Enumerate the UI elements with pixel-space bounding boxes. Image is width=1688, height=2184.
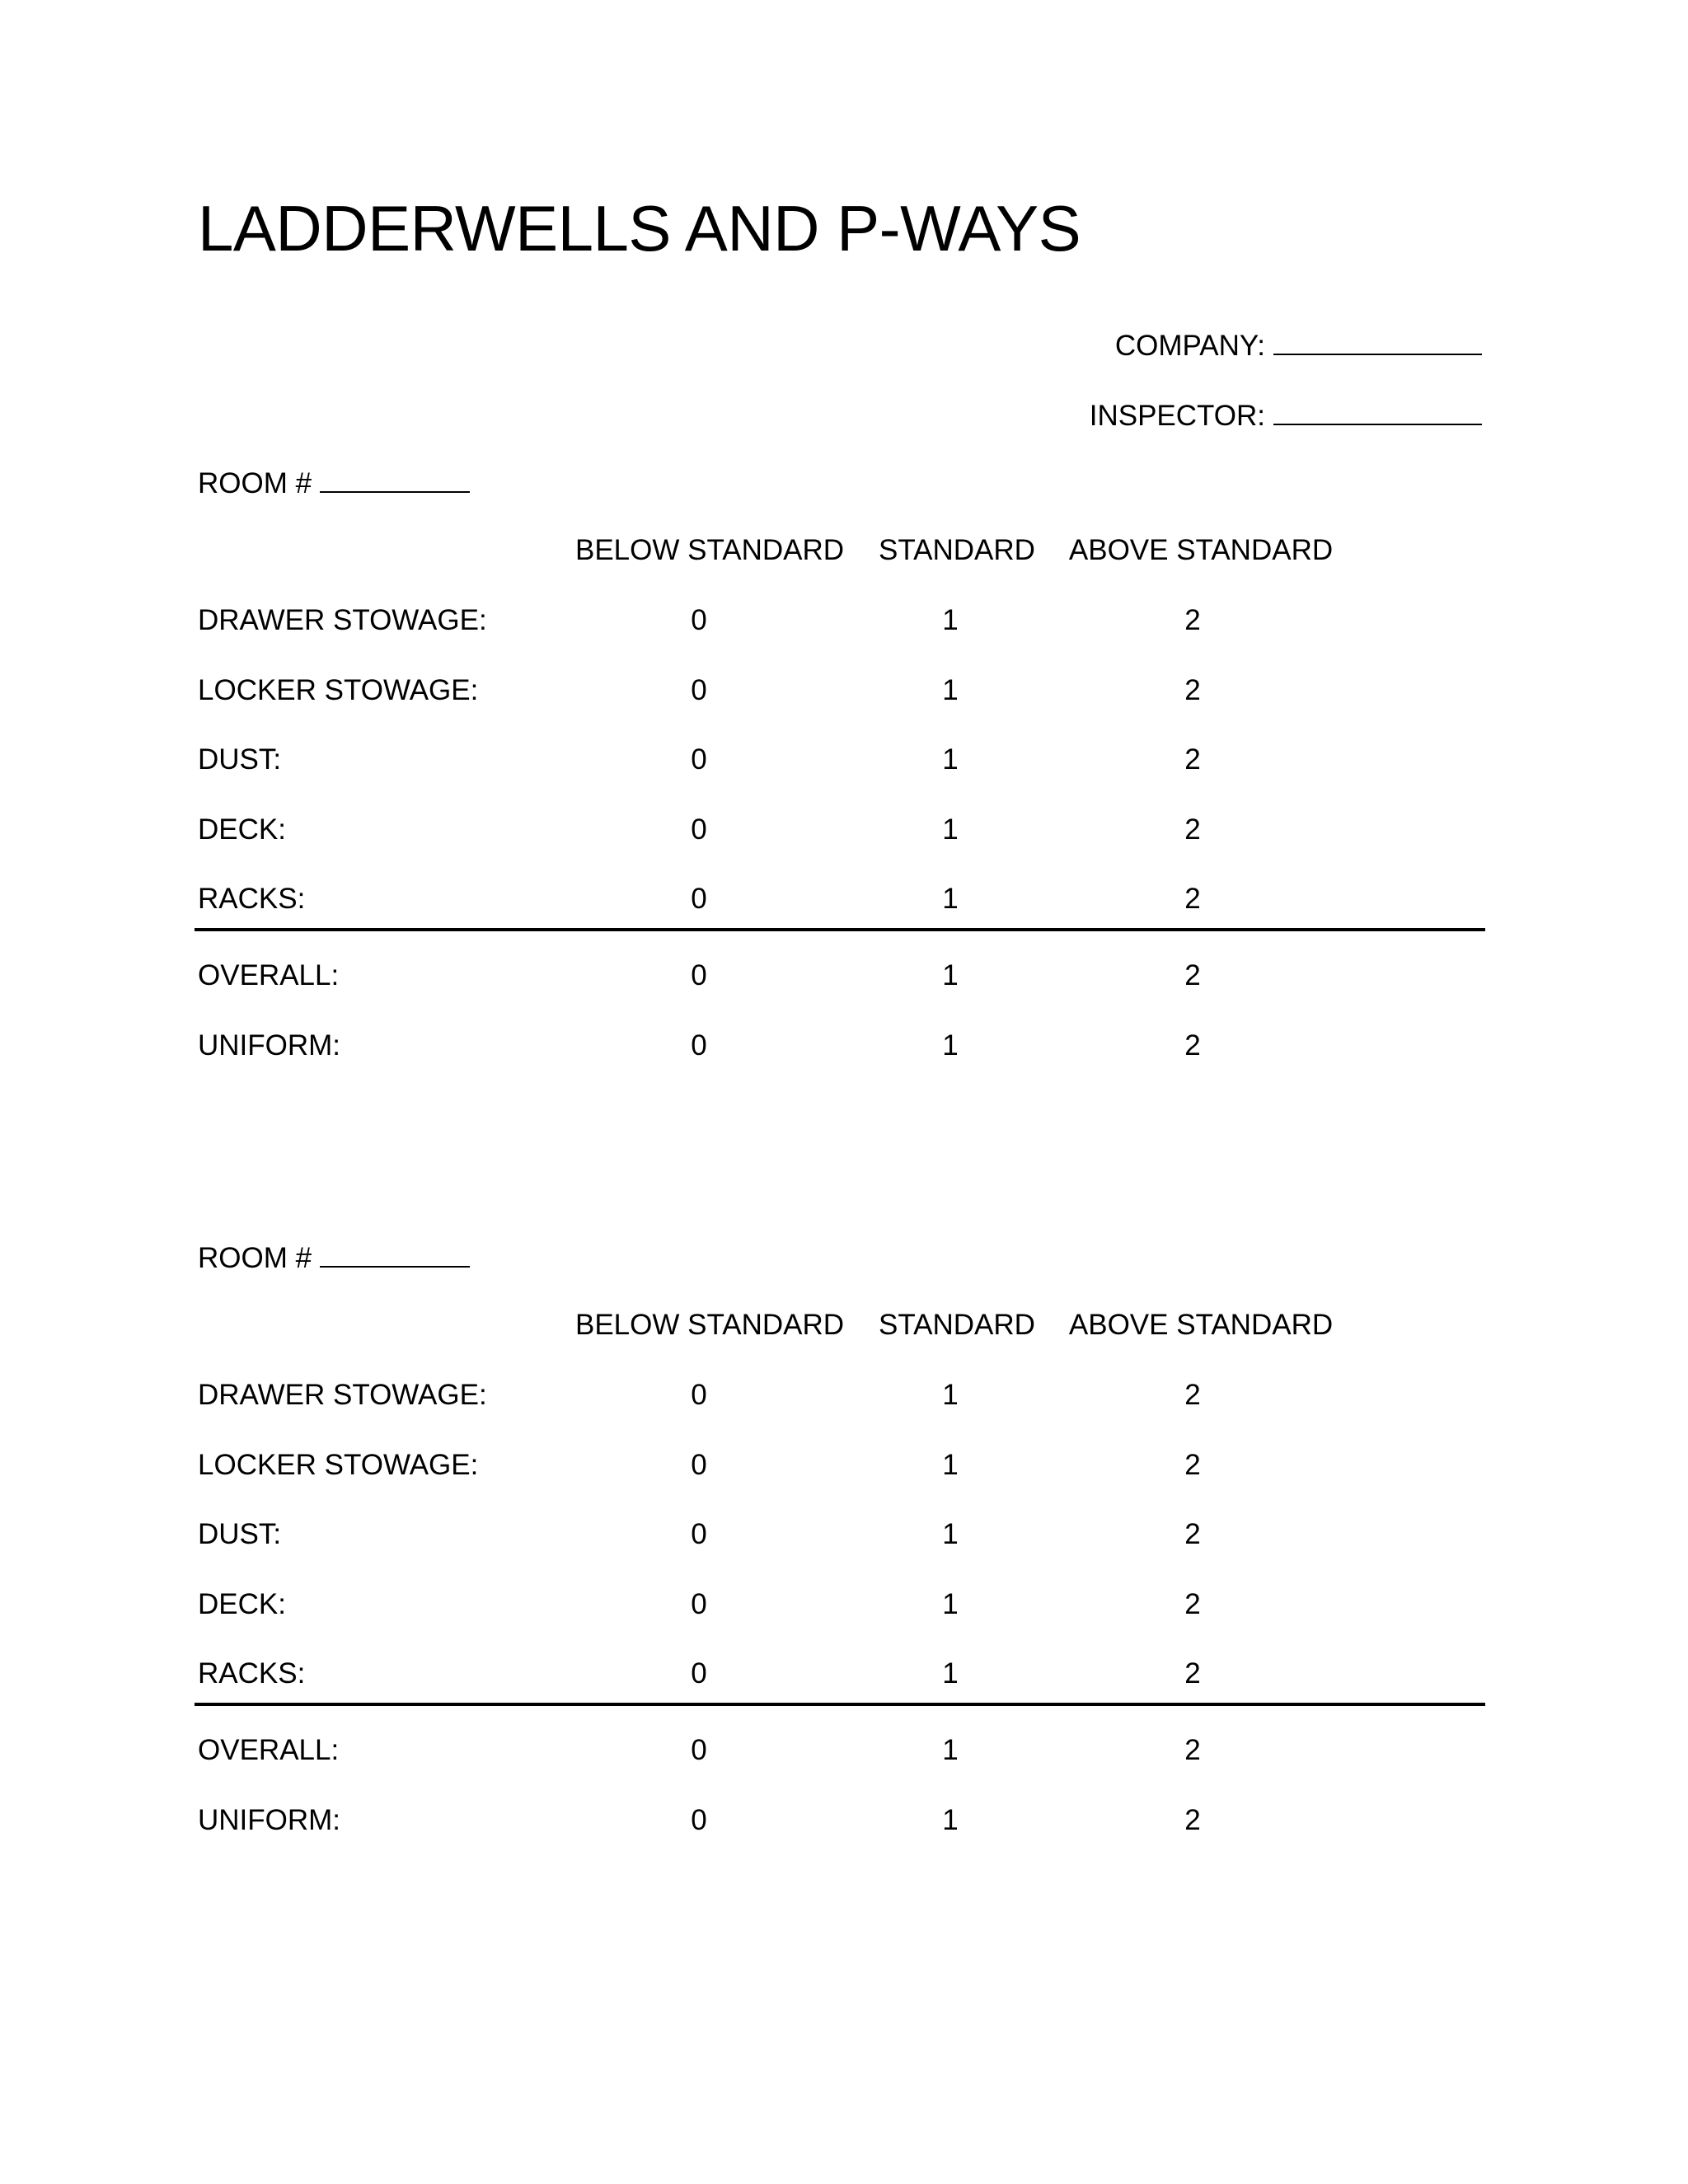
room-number-blank-line[interactable] <box>320 466 470 493</box>
column-header-above-standard: ABOVE STANDARD <box>1068 534 1334 566</box>
row-label: DRAWER STOWAGE: <box>198 604 487 636</box>
score-option[interactable]: 2 <box>1184 1518 1201 1550</box>
score-option[interactable]: 2 <box>1184 1029 1201 1062</box>
score-option[interactable]: 1 <box>942 1657 959 1690</box>
row-label: DECK: <box>198 813 286 846</box>
page-title: LADDERWELLS AND P-WAYS <box>198 192 1081 265</box>
score-option[interactable]: 0 <box>691 1449 707 1481</box>
rating-row <box>0 1520 1688 1553</box>
score-option[interactable]: 0 <box>691 959 707 991</box>
row-label: UNIFORM: <box>198 1029 341 1062</box>
score-option[interactable]: 2 <box>1184 959 1201 991</box>
row-label: UNIFORM: <box>198 1804 341 1836</box>
section-divider <box>195 1703 1485 1706</box>
row-label: DUST: <box>198 743 282 776</box>
score-option[interactable]: 0 <box>691 1734 707 1766</box>
score-option[interactable]: 2 <box>1184 604 1201 636</box>
score-option[interactable]: 1 <box>942 1588 959 1620</box>
rating-row <box>0 745 1688 778</box>
score-option[interactable]: 0 <box>691 1518 707 1550</box>
score-option[interactable]: 2 <box>1184 1804 1201 1836</box>
score-option[interactable]: 0 <box>691 1657 707 1690</box>
row-label: DUST: <box>198 1518 282 1550</box>
score-option[interactable]: 1 <box>942 1734 959 1766</box>
score-option[interactable]: 1 <box>942 1449 959 1481</box>
score-option[interactable]: 0 <box>691 604 707 636</box>
rating-row <box>0 961 1688 994</box>
room-number-label: ROOM # <box>198 467 312 499</box>
rating-row <box>0 1806 1688 1839</box>
row-label: OVERALL: <box>198 959 340 991</box>
score-option[interactable]: 2 <box>1184 1449 1201 1481</box>
score-option[interactable]: 2 <box>1184 813 1201 846</box>
score-option[interactable]: 1 <box>942 604 959 636</box>
score-option[interactable]: 0 <box>691 674 707 706</box>
score-option[interactable]: 1 <box>942 1804 959 1836</box>
score-option[interactable]: 1 <box>942 1029 959 1062</box>
company-field <box>1115 329 1482 360</box>
room-number-blank-line[interactable] <box>320 1241 470 1268</box>
rating-row <box>0 1380 1688 1413</box>
score-option[interactable]: 0 <box>691 743 707 776</box>
row-label: RACKS: <box>198 1657 306 1690</box>
score-option[interactable]: 0 <box>691 1029 707 1062</box>
rating-row <box>0 676 1688 709</box>
score-option[interactable]: 2 <box>1184 1588 1201 1620</box>
score-option[interactable]: 0 <box>691 1804 707 1836</box>
score-option[interactable]: 2 <box>1184 674 1201 706</box>
rating-row <box>0 815 1688 848</box>
room-section <box>0 466 1688 1109</box>
score-option[interactable]: 0 <box>691 813 707 846</box>
row-label: LOCKER STOWAGE: <box>198 674 479 706</box>
score-option[interactable]: 0 <box>691 883 707 915</box>
score-option[interactable]: 2 <box>1184 883 1201 915</box>
row-label: LOCKER STOWAGE: <box>198 1449 479 1481</box>
room-section <box>0 1241 1688 1884</box>
score-option[interactable]: 1 <box>942 674 959 706</box>
room-number-field <box>198 1241 470 1272</box>
score-option[interactable]: 2 <box>1184 1657 1201 1690</box>
rating-row <box>0 606 1688 639</box>
rating-row <box>0 1736 1688 1769</box>
rating-row <box>0 1590 1688 1623</box>
rating-row <box>0 1031 1688 1064</box>
score-option[interactable]: 2 <box>1184 743 1201 776</box>
rating-row <box>0 1659 1688 1692</box>
score-option[interactable]: 1 <box>942 1518 959 1550</box>
row-label: OVERALL: <box>198 1734 340 1766</box>
column-header-standard: STANDARD <box>879 1309 1035 1341</box>
inspector-field <box>1090 399 1482 430</box>
rating-row <box>0 884 1688 917</box>
score-option[interactable]: 1 <box>942 1379 959 1411</box>
column-header-below-standard: BELOW STANDARD <box>574 1309 845 1341</box>
score-option[interactable]: 0 <box>691 1588 707 1620</box>
company-blank-line[interactable] <box>1273 329 1482 355</box>
score-option[interactable]: 1 <box>942 743 959 776</box>
column-header-below-standard: BELOW STANDARD <box>574 534 845 566</box>
room-number-label: ROOM # <box>198 1242 312 1274</box>
row-label: DRAWER STOWAGE: <box>198 1379 487 1411</box>
section-divider <box>195 928 1485 931</box>
row-label: RACKS: <box>198 883 306 915</box>
row-label: DECK: <box>198 1588 286 1620</box>
room-number-field <box>198 466 470 498</box>
inspector-blank-line[interactable] <box>1273 399 1482 425</box>
score-option[interactable]: 2 <box>1184 1379 1201 1411</box>
score-option[interactable]: 1 <box>942 813 959 846</box>
score-option[interactable]: 1 <box>942 883 959 915</box>
score-option[interactable]: 2 <box>1184 1734 1201 1766</box>
column-header-above-standard: ABOVE STANDARD <box>1068 1309 1334 1341</box>
company-label: COMPANY: <box>1114 330 1265 362</box>
rating-row <box>0 1451 1688 1483</box>
column-header-standard: STANDARD <box>879 534 1035 566</box>
inspector-label: INSPECTOR: <box>1089 400 1265 432</box>
score-option[interactable]: 1 <box>942 959 959 991</box>
score-option[interactable]: 0 <box>691 1379 707 1411</box>
